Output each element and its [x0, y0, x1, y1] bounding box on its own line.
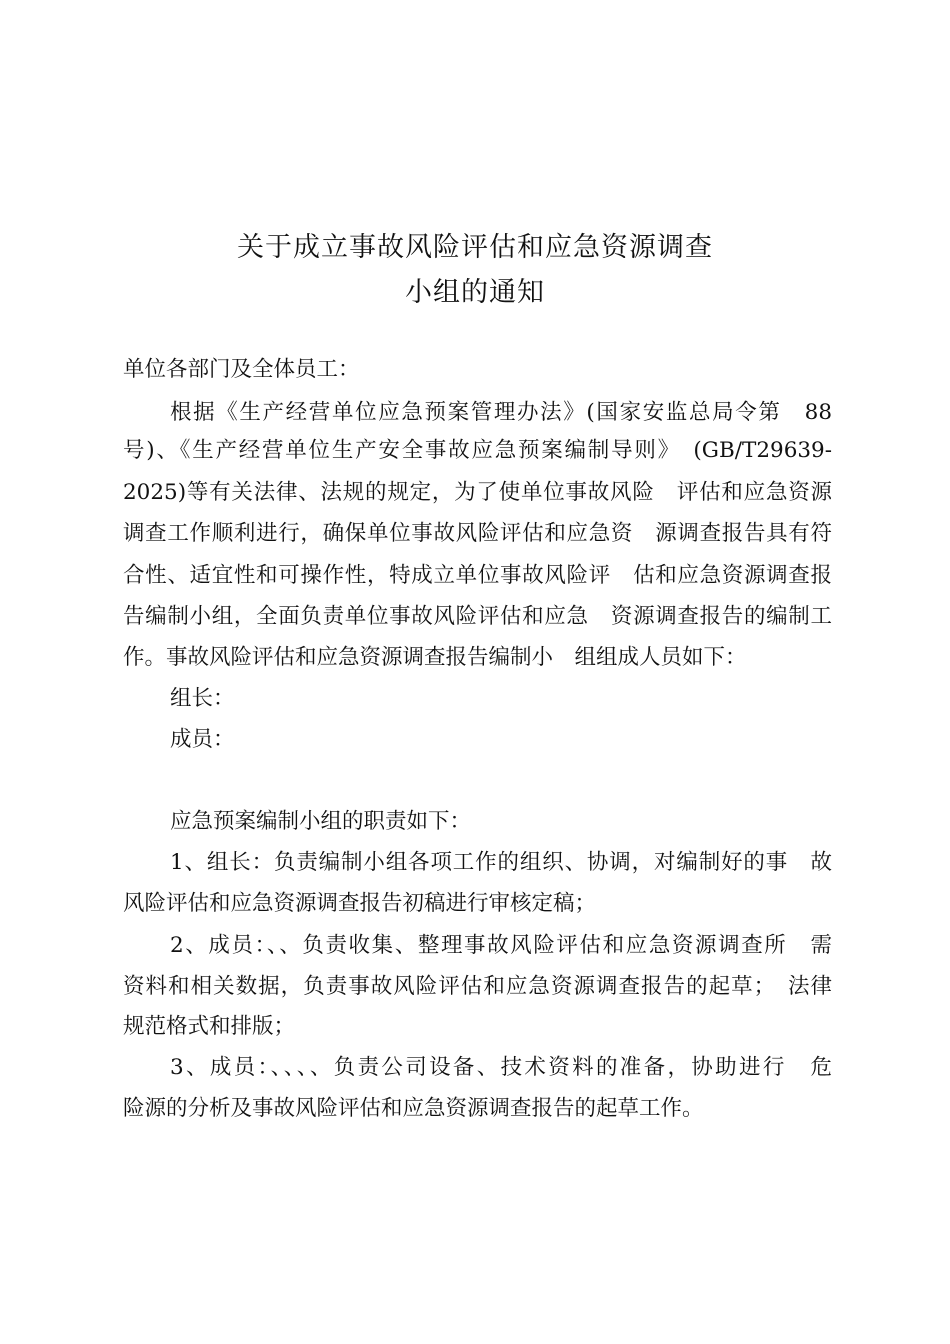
intro-line-2: 号)、《生产经营单位生产安全事故应急预案编制导则》 (GB/T29639- [123, 438, 832, 463]
intro-line-4: 调查工作顺利进行，确保单位事故风险评估和应急资 源调查报告具有符 [123, 521, 832, 546]
intro-line-7: 作。事故风险评估和应急资源调查报告编制小 组组成人员如下： [123, 645, 747, 670]
duty-1-line-1: 1、组长：负责编制小组各项工作的组织、协调，对编制好的事 故 [170, 850, 832, 875]
duties-heading: 应急预案编制小组的职责如下： [170, 809, 472, 834]
salutation: 单位各部门及全体员工： [123, 357, 360, 382]
intro-line-6: 告编制小组，全面负责单位事故风险评估和应急 资源调查报告的编制工 [123, 604, 832, 629]
duty-3-line-1: 3、成员：、、、、负责公司设备、技术资料的准备，协助进行 危 [170, 1055, 832, 1080]
intro-line-5: 合性、适宜性和可操作性，特成立单位事故风险评 估和应急资源调查报 [123, 563, 832, 588]
member-label: 成员： [170, 727, 235, 752]
duty-1-line-2: 风险评估和应急资源调查报告初稿进行审核定稿； [123, 891, 597, 916]
duty-2-line-3: 规范格式和排版； [123, 1014, 296, 1039]
duty-2-line-1: 2、成员：、、负责收集、整理事故风险评估和应急资源调查所 需 [170, 933, 832, 958]
leader-label: 组长： [170, 686, 235, 711]
duty-3-line-2: 险源的分析及事故风险评估和应急资源调查报告的起草工作。 [123, 1096, 704, 1121]
duty-2-line-2: 资料和相关数据，负责事故风险评估和应急资源调查报告的起草； 法律 [123, 974, 832, 999]
intro-line-1: 根据《生产经营单位应急预案管理办法》(国家安监总局令第 88 [170, 400, 832, 425]
intro-line-3: 2025)等有关法律、法规的规定，为了使单位事故风险 评估和应急资源 [123, 480, 832, 505]
title-line-2: 小组的通知 [405, 277, 545, 308]
title-line-1: 关于成立事故风险评估和应急资源调查 [237, 232, 713, 263]
